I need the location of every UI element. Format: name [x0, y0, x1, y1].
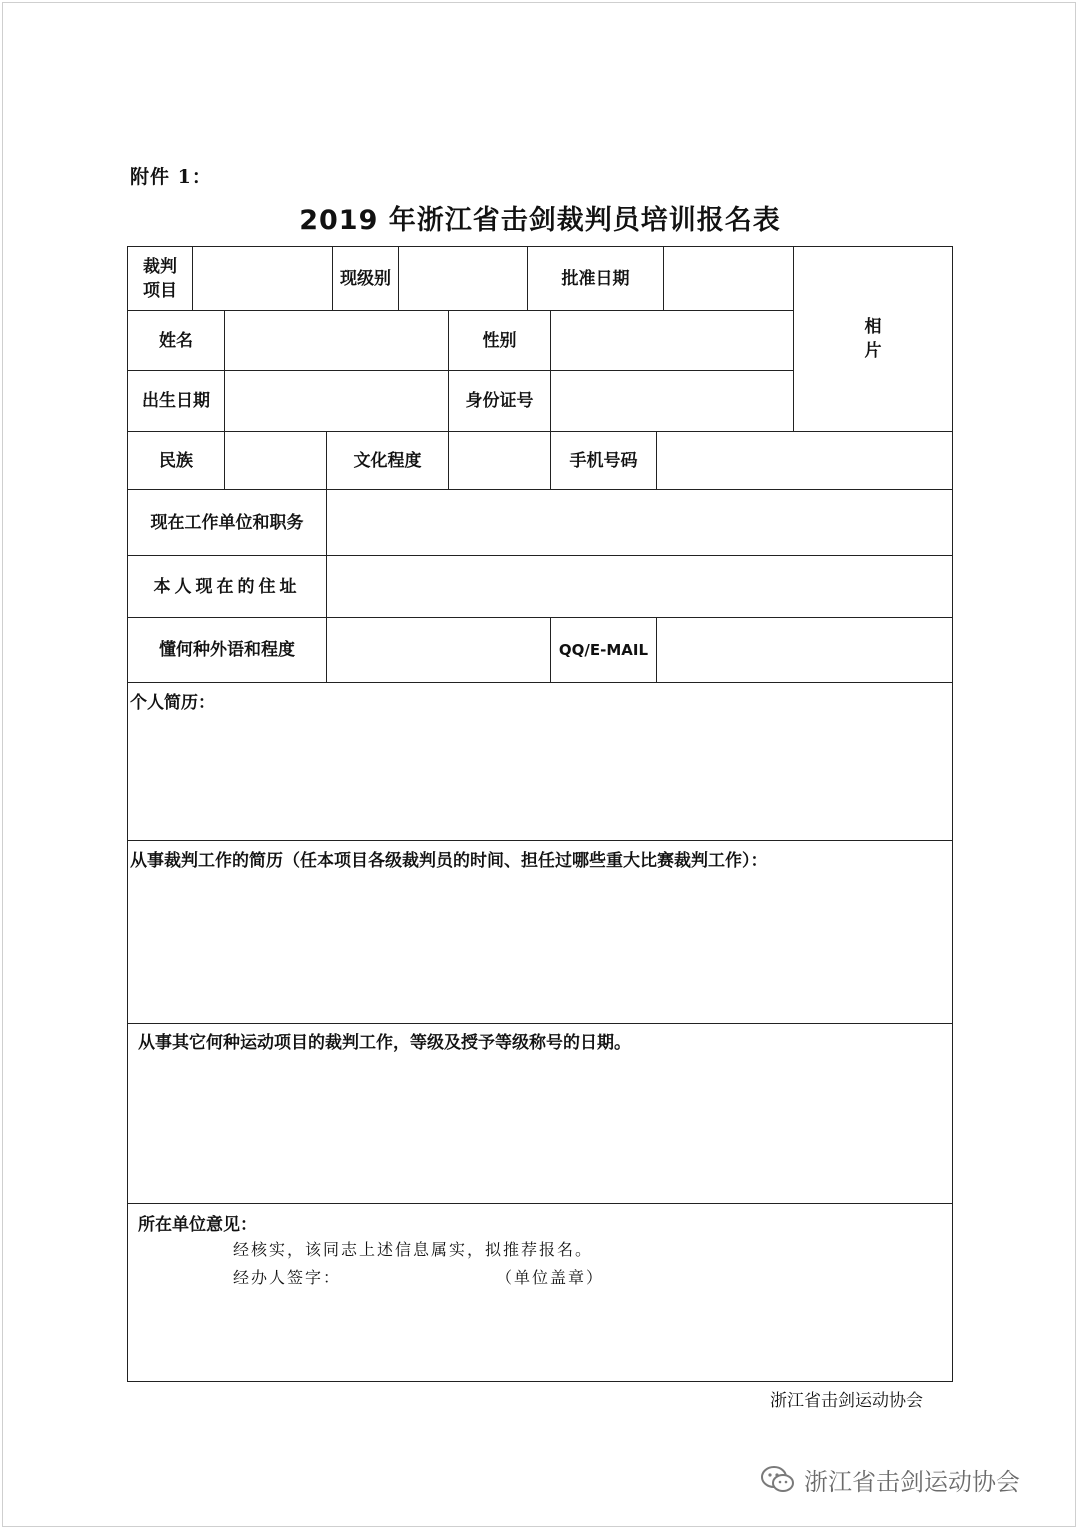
grid-line	[952, 246, 953, 1382]
grid-line	[127, 1023, 953, 1024]
photo-line1: 相	[864, 317, 882, 337]
qq-email-label: QQ/E-MAIL	[558, 641, 649, 659]
address-label: 本人现在的住址	[153, 576, 301, 597]
referee-resume-label: 从事裁判工作的简历（任本项目各级裁判员的时间、担任过哪些重大比赛裁判工作）：	[130, 851, 768, 871]
education-label: 文化程度	[353, 450, 422, 471]
footer-organization: 浙江省击剑运动协会	[770, 1391, 923, 1411]
seal-label: （单位盖章）	[496, 1268, 605, 1287]
grid-line	[326, 489, 327, 682]
grid-line	[656, 431, 657, 489]
personal-resume-label: 个人简历：	[130, 693, 215, 713]
grid-line	[127, 840, 953, 841]
opinion-text: 经核实，该同志上述信息属实，拟推荐报名。	[233, 1240, 594, 1259]
grid-line	[663, 246, 664, 310]
other-sports-label: 从事其它何种运动项目的裁判工作，等级及授予等级称号的日期。	[138, 1033, 631, 1053]
watermark	[760, 1462, 1020, 1497]
signature-label: 经办人签字：	[233, 1268, 342, 1287]
mobile-label: 手机号码	[569, 450, 638, 471]
work-unit-label: 现在工作单位和职务	[150, 512, 304, 533]
id-number-label: 身份证号	[465, 391, 534, 411]
ethnicity-label: 民族	[159, 450, 193, 471]
approval-date-label: 批准日期	[561, 268, 630, 289]
grid-line	[192, 246, 193, 310]
referee-item-line2: 项目	[143, 280, 177, 301]
attachment-label: 附件 1：	[130, 166, 212, 188]
grid-line	[127, 682, 953, 683]
grid-line	[224, 310, 225, 489]
photo-label	[794, 247, 952, 431]
referee-item-label	[128, 247, 192, 310]
gender-label: 性别	[482, 330, 517, 351]
wechat-icon	[760, 1465, 796, 1495]
name-label: 姓名	[159, 330, 193, 351]
birth-date-label: 出生日期	[142, 391, 210, 411]
grid-line	[656, 617, 657, 682]
current-level-label: 现级别	[340, 268, 391, 289]
photo-line2: 片	[864, 341, 882, 361]
watermark-text: 浙江省击剑运动协会	[804, 1468, 1020, 1496]
unit-opinion-label: 所在单位意见：	[138, 1215, 257, 1235]
grid-line	[398, 246, 399, 310]
document-title: 2019 年浙江省击剑裁判员培训报名表	[299, 205, 781, 236]
grid-line	[127, 431, 953, 432]
referee-item-line1: 裁判	[143, 256, 177, 277]
grid-line	[127, 1381, 953, 1382]
foreign-language-label: 懂何种外语和程度	[159, 640, 295, 660]
grid-line	[127, 1203, 953, 1204]
